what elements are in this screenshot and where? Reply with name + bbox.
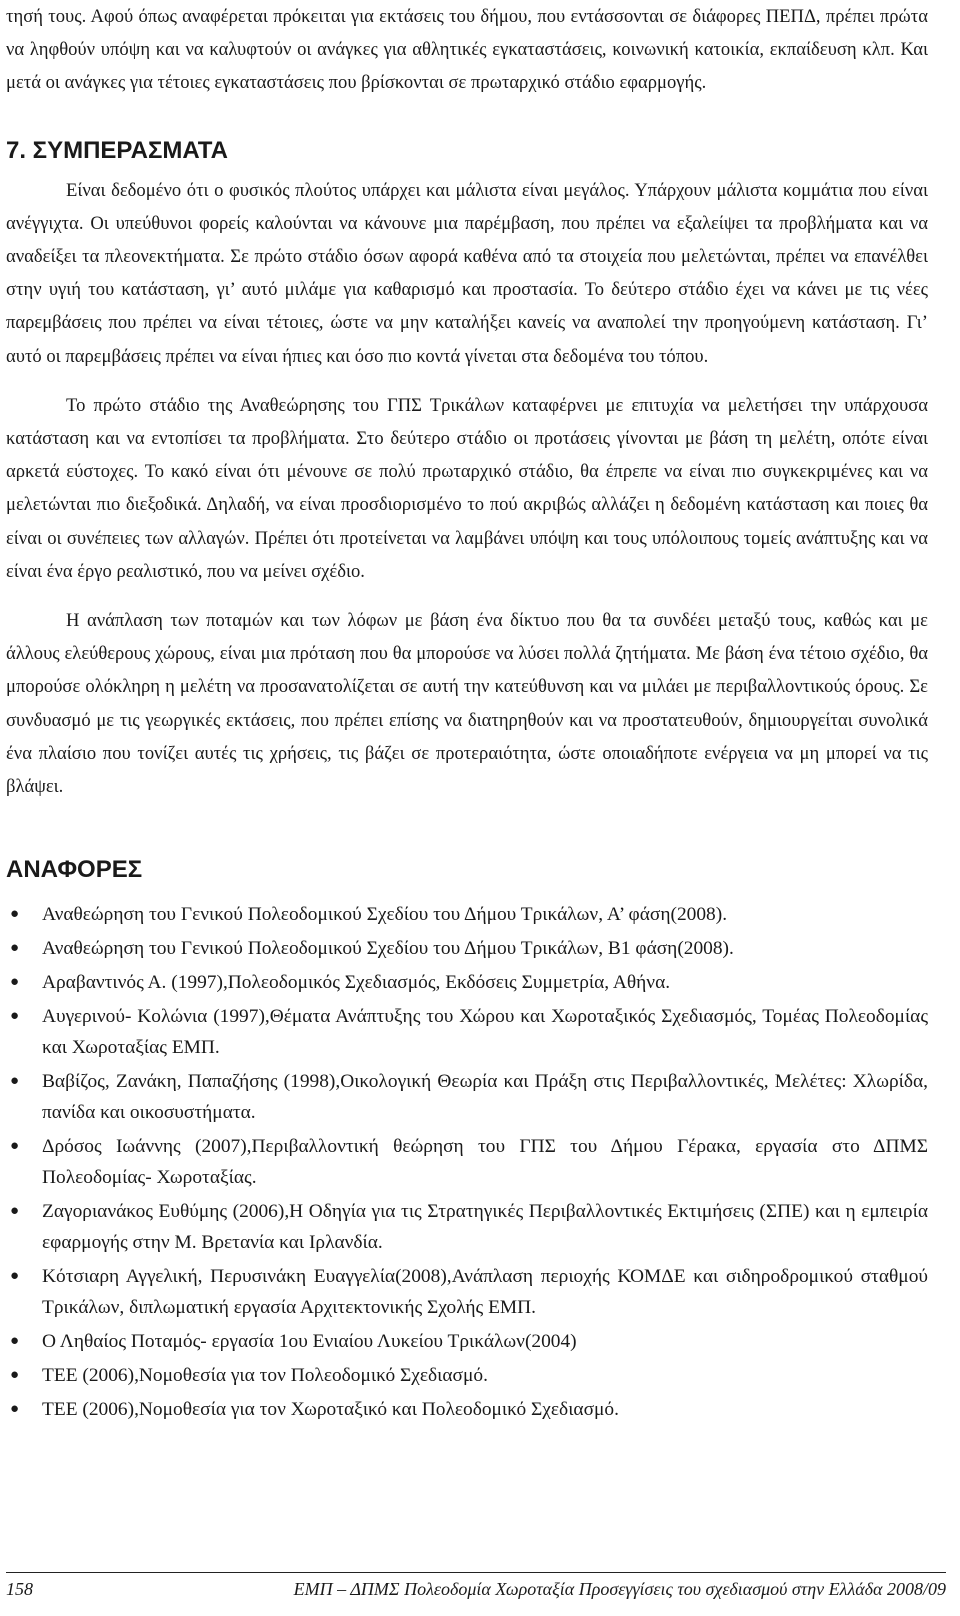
reference-item: ● Αυγερινού- Κολώνια (1997),Θέματα Ανάπτυξης του Χώρου και Χωροταξικός Σχεδιασμός, Τομέας Πολεοδομίας και Χωροταξίας ΕΜΠ.	[6, 1001, 928, 1063]
reference-item: ● ΤΕΕ (2006),Νομοθεσία για τον Πολεοδομικό Σχεδιασμό.	[6, 1360, 928, 1391]
reference-item: ● Ο Ληθαίος Ποταμός- εργασία 1ου Ενιαίου Λυκείου Τρικάλων(2004)	[6, 1326, 928, 1357]
reference-item: ● Ζαγοριανάκος Ευθύμης (2006),Η Οδηγία για τις Στρατηγικές Περιβαλλοντικές Εκτιμήσεις (ΣΠΕ) και η εμπειρία εφαρμογής στην Μ. Βρετανία και Ιρλανδία.	[6, 1196, 928, 1258]
conclusions-paragraph-1: Είναι δεδομένο ότι ο φυσικός πλούτος υπάρχει και μάλιστα είναι μεγάλος. Υπάρχουν μάλιστα κομμάτια που είναι ανέγγιχτα. Οι υπεύθυνοι φορείς καλούνται να κάνουνε μια παρέμβαση, που πρέπει να εξαλείψει τα προβλήματα και να αναδείξει τα πλεονεκτήματα. Σε πρώτο στάδιο όσων αφορά καθένα από τα στοιχεία που μελετώνται, πρέπει να επανέλθει στην υγιή του κατάσταση, γι’ αυτό μιλάμε για καθαρισμό και προστασία. Το δεύτερο στάδιο έχει να κάνει με τις νέες παρεμβάσεις που πρέπει να είναι τέτοιες, ώστε να μην καταλήξει κανείς να αναπολεί την προηγούμενη κατάσταση. Γι’ αυτό οι παρεμβάσεις πρέπει να είναι ήπιες και όσο πιο κοντά γίνεται στα δεδομένα του τόπου.	[6, 179, 928, 367]
reference-item: ● Αραβαντινός Α. (1997),Πολεοδομικός Σχεδιασμός, Εκδόσεις Συμμετρία, Αθήνα.	[6, 967, 928, 998]
reference-item: ● Κότσιαρη Αγγελική, Περυσινάκη Ευαγγελία(2008),Ανάπλαση περιοχής ΚΟΜΔΕ και σιδηροδρομικού σταθμού Τρικάλων, διπλωματική εργασία Αρχιτεκτονικής Σχολής ΕΜΠ.	[6, 1261, 928, 1323]
reference-item: ● Αναθεώρηση του Γενικού Πολεοδομικού Σχεδίου του Δήμου Τρικάλων, Β1 φάση(2008).	[6, 933, 928, 964]
bullet-icon: ●	[10, 1401, 20, 1418]
document-page	[6, 0, 928, 1428]
page-footer	[6, 1572, 946, 1600]
section-heading-conclusions: 7. ΣΥΜΠΕΡΑΣΜΑΤΑ	[6, 136, 228, 164]
intro-paragraph: τησή τους. Αφού όπως αναφέρεται πρόκειται για εκτάσεις του δήμου, που εντάσσονται σε διάφορες ΠΕΠΔ, πρέπει πρώτα να ληφθούν υπόψη και να καλυφτούν οι ανάγκες για αθλητικές εγκαταστάσεις, κοινωνική κατοικία, εκπαίδευση κλπ. Και μετά οι ανάγκες για τέτοιες εγκαταστάσεις που βρίσκονται σε πρωταρχικό στάδιο εφαρμογής.	[6, 6, 928, 94]
bullet-icon: ●	[10, 1333, 20, 1350]
conclusions-paragraph-3: Η ανάπλαση των ποταμών και των λόφων με βάση ένα δίκτυο που θα τα συνδέει μεταξύ τους, καθώς και με άλλους ελεύθερους χώρους, είναι μια πρόταση που θα μπορούσε να λύσει πολλά ζητήματα. Με βάση ένα τέτοιο σχέδιο, θα μπορούσε ολόκληρη η μελέτη να προσανατολίζεται σε αυτή την κατεύθυνση και να μιλάει με περιβαλλοντικούς όρους. Σε συνδυασμό με τις γεωργικές εκτάσεις, που πρέπει επίσης να διατηρηθούν και να προστατευθούν, δημιουργείται συνολικά ένα πλαίσιο που τονίζει αυτές τις χρήσεις, τις βάζει σε προτεραιότητα, ώστε οποιαδήποτε ενέργεια να μη μπορεί να τις βλάψει.	[6, 610, 928, 798]
reference-item: ● Δρόσος Ιωάννης (2007),Περιβαλλοντική θεώρηση του ΓΠΣ του Δήμου Γέρακα, εργασία στο ΔΠΜΣ Πολεοδομίας- Χωροταξίας.	[6, 1131, 928, 1193]
bullet-icon: ●	[10, 1367, 20, 1384]
bullet-icon: ●	[10, 974, 20, 991]
reference-item: ● ΤΕΕ (2006),Νομοθεσία για τον Χωροταξικό και Πολεοδομικό Σχεδιασμό.	[6, 1394, 928, 1425]
bullet-icon: ●	[10, 906, 20, 923]
bullet-icon: ●	[10, 940, 20, 957]
page-number: 158	[6, 1579, 33, 1599]
bullet-icon: ●	[10, 1203, 20, 1220]
references-list	[6, 899, 928, 1425]
bullet-icon: ●	[10, 1138, 20, 1155]
bullet-icon: ●	[10, 1073, 20, 1090]
reference-item: ● Βαβίζος, Ζανάκη, Παπαζήσης (1998),Οικολογική Θεωρία και Πράξη στις Περιβαλλοντικές, Μελέτες: Χλωρίδα, πανίδα και οικοσυστήματα.	[6, 1066, 928, 1128]
running-title: ΕΜΠ – ΔΠΜΣ Πολεοδομία Χωροταξία Προσεγγίσεις του σχεδιασμού στην Ελλάδα 2008/09	[293, 1579, 946, 1599]
references-heading: ΑΝΑΦΟΡΕΣ	[6, 856, 143, 884]
reference-item: ● Αναθεώρηση του Γενικού Πολεοδομικού Σχεδίου του Δήμου Τρικάλων, Α’ φάση(2008).	[6, 899, 928, 930]
bullet-icon: ●	[10, 1268, 20, 1285]
conclusions-paragraph-2: Το πρώτο στάδιο της Αναθεώρησης του ΓΠΣ Τρικάλων καταφέρνει με επιτυχία να μελετήσει την υπάρχουσα κατάσταση και να εντοπίσει τα προβλήματα. Στο δεύτερο στάδιο οι προτάσεις γίνονται με βάση τη μελέτη, οπότε είναι αρκετά εύστοχες. Το κακό είναι ότι μένουνε σε πολύ πρωταρχικό στάδιο, θα έπρεπε να είναι πιο συγκεκριμένες και να μελετώνται πιο διεξοδικά. Δηλαδή, να είναι προσδιορισμένο το πού ακριβώς αλλάζει η δεδομένη κατάσταση και ποιες θα είναι οι συνέπειες των αλλαγών. Πρέπει ότι προτείνεται να λαμβάνει υπόψη και τους υπόλοιπους τομείς ανάπτυξης και να είναι ένα έργο ρεαλιστικό, που να μείνει σχέδιο.	[6, 394, 928, 582]
bullet-icon: ●	[10, 1008, 20, 1025]
